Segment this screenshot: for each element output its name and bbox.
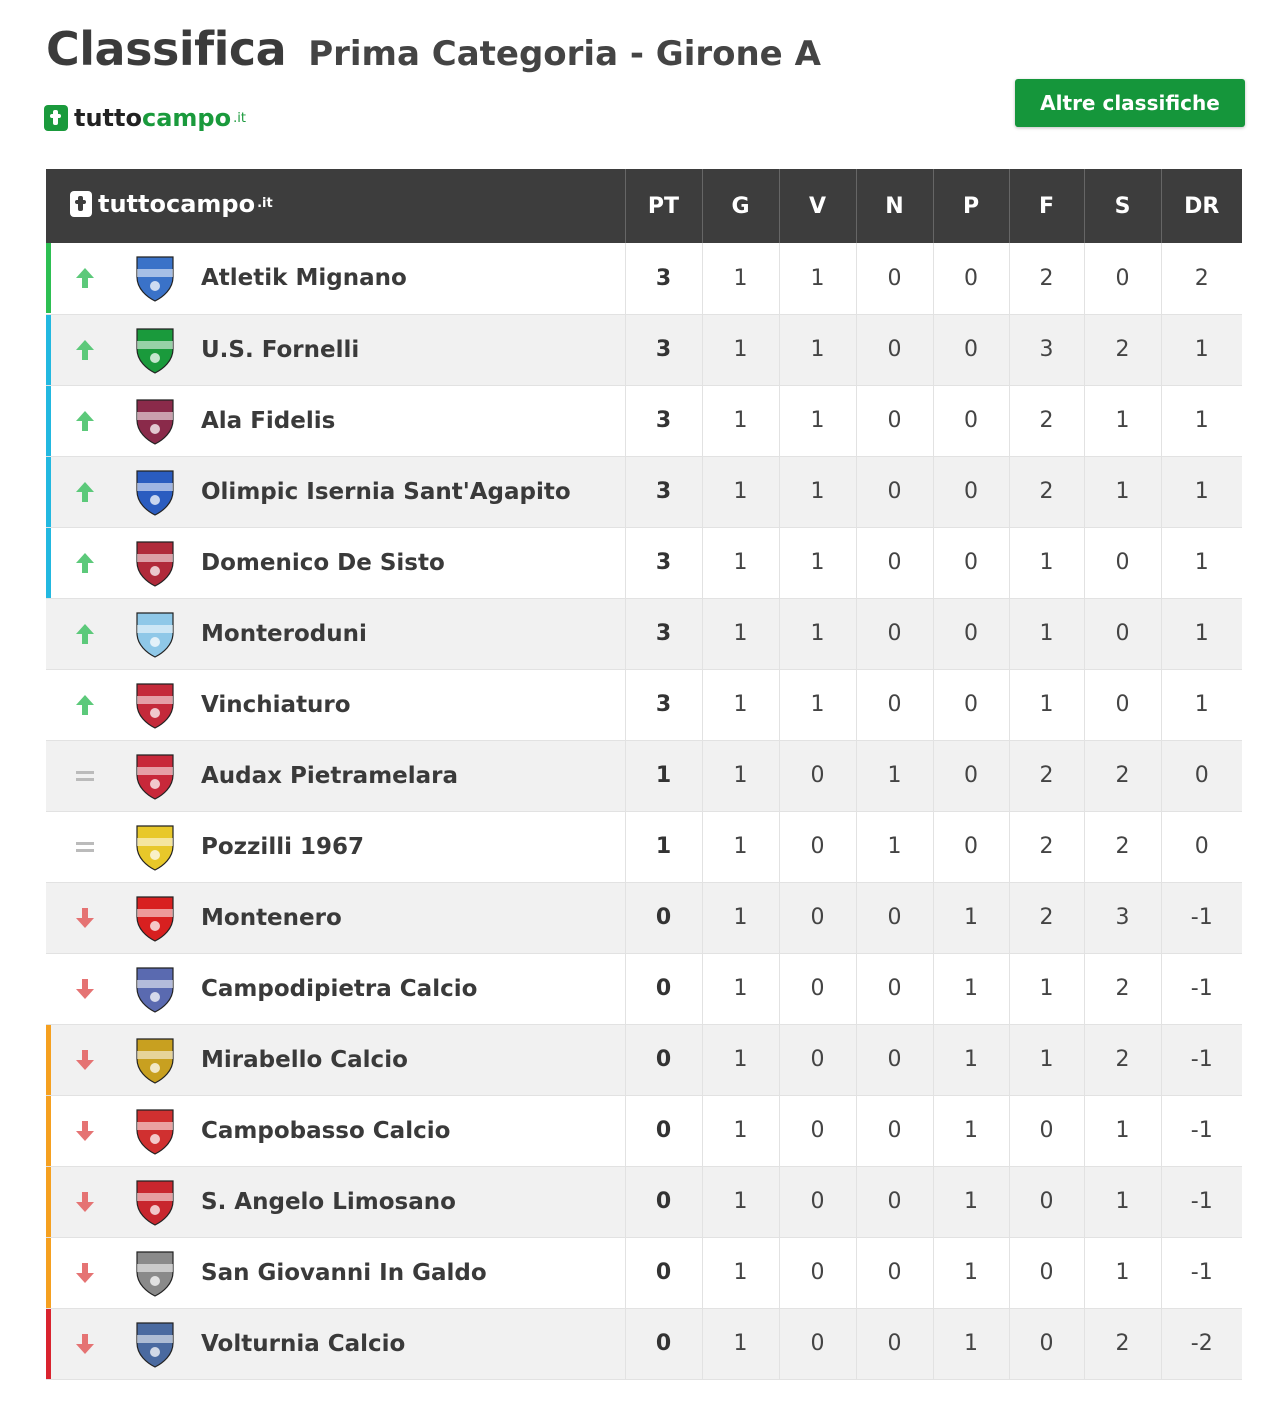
- tuttocampo-mark-icon: [70, 191, 92, 217]
- trend-equal-icon: [51, 764, 119, 788]
- team-crest-icon[interactable]: [127, 1106, 183, 1156]
- stat-pt: 1: [625, 811, 702, 882]
- team-cell-inner: [46, 1309, 625, 1379]
- trend-down-icon: [51, 1119, 119, 1143]
- trend-up-icon: [51, 409, 119, 433]
- stat-p: 0: [933, 740, 1009, 811]
- stat-pt: 1: [625, 740, 702, 811]
- stat-f: 0: [1009, 1166, 1084, 1237]
- stat-pt: 0: [625, 1024, 702, 1095]
- team-crest-icon[interactable]: [127, 964, 183, 1014]
- stat-pt: 3: [625, 385, 702, 456]
- team-cell: [46, 740, 625, 811]
- stat-pt: 3: [625, 243, 702, 314]
- team-name-link[interactable]: Campobasso Calcio: [201, 1117, 451, 1144]
- team-name-link[interactable]: Olimpic Isernia Sant'Agapito: [201, 478, 571, 505]
- table-brand-it: .it: [257, 196, 273, 211]
- stat-g: 1: [702, 1237, 779, 1308]
- team-crest-icon[interactable]: [127, 1035, 183, 1085]
- stat-v: 1: [779, 527, 856, 598]
- stat-dr: 0: [1161, 811, 1242, 882]
- stat-f: 0: [1009, 1095, 1084, 1166]
- stat-g: 1: [702, 385, 779, 456]
- team-name-link[interactable]: Campodipietra Calcio: [201, 975, 478, 1002]
- stat-pt: 0: [625, 882, 702, 953]
- stat-v: 0: [779, 740, 856, 811]
- stat-g: 1: [702, 527, 779, 598]
- stat-s: 2: [1084, 1308, 1161, 1379]
- team-cell: [46, 598, 625, 669]
- stat-dr: -1: [1161, 882, 1242, 953]
- tuttocampo-logo[interactable]: [44, 104, 246, 132]
- stat-dr: 1: [1161, 456, 1242, 527]
- stat-g: 1: [702, 882, 779, 953]
- stat-p: 0: [933, 669, 1009, 740]
- column-header-pt[interactable]: PT: [625, 169, 702, 243]
- brand-campo: campo: [142, 104, 232, 132]
- stat-dr: -2: [1161, 1308, 1242, 1379]
- stat-s: 0: [1084, 527, 1161, 598]
- team-cell: [46, 1166, 625, 1237]
- team-name-link[interactable]: Vinchiaturo: [201, 691, 351, 718]
- stat-p: 0: [933, 811, 1009, 882]
- page-subtitle: Prima Categoria - Girone A: [308, 34, 821, 74]
- team-crest-icon[interactable]: [127, 325, 183, 375]
- team-name-link[interactable]: Pozzilli 1967: [201, 833, 364, 860]
- stat-pt: 3: [625, 456, 702, 527]
- team-name-link[interactable]: Ala Fidelis: [201, 407, 336, 434]
- team-crest-icon[interactable]: [127, 538, 183, 588]
- stat-f: 1: [1009, 527, 1084, 598]
- stat-f: 1: [1009, 669, 1084, 740]
- stat-p: 0: [933, 243, 1009, 314]
- team-crest-icon[interactable]: [127, 1319, 183, 1369]
- stat-v: 1: [779, 243, 856, 314]
- trend-up-icon: [51, 693, 119, 717]
- stat-f: 1: [1009, 1024, 1084, 1095]
- stat-g: 1: [702, 598, 779, 669]
- stat-dr: 2: [1161, 243, 1242, 314]
- stat-n: 0: [856, 882, 933, 953]
- team-cell-inner: [46, 741, 625, 811]
- stat-s: 1: [1084, 1237, 1161, 1308]
- stat-s: 2: [1084, 740, 1161, 811]
- table-brand-header: [46, 169, 625, 243]
- trend-down-icon: [51, 1332, 119, 1356]
- brand-wordmark: [74, 104, 231, 132]
- stat-pt: 0: [625, 1237, 702, 1308]
- stat-f: 1: [1009, 953, 1084, 1024]
- team-cell: [46, 456, 625, 527]
- stat-g: 1: [702, 314, 779, 385]
- team-name-link[interactable]: Mirabello Calcio: [201, 1046, 408, 1073]
- table-row[interactable]: [46, 385, 1242, 456]
- stat-f: 3: [1009, 314, 1084, 385]
- stat-v: 1: [779, 314, 856, 385]
- stat-n: 1: [856, 740, 933, 811]
- stat-dr: -1: [1161, 1024, 1242, 1095]
- stat-f: 2: [1009, 385, 1084, 456]
- team-cell: [46, 385, 625, 456]
- team-name-link[interactable]: U.S. Fornelli: [201, 336, 360, 363]
- table-row[interactable]: [46, 953, 1242, 1024]
- stat-n: 0: [856, 953, 933, 1024]
- stat-n: 0: [856, 314, 933, 385]
- stat-v: 0: [779, 811, 856, 882]
- stat-v: 0: [779, 882, 856, 953]
- team-cell: [46, 1095, 625, 1166]
- stat-p: 0: [933, 598, 1009, 669]
- table-row[interactable]: [46, 811, 1242, 882]
- stat-v: 1: [779, 385, 856, 456]
- trend-up-icon: [51, 266, 119, 290]
- stat-v: 1: [779, 456, 856, 527]
- stat-p: 1: [933, 1237, 1009, 1308]
- stat-g: 1: [702, 456, 779, 527]
- team-name-link[interactable]: Montenero: [201, 904, 342, 931]
- table-row[interactable]: [46, 882, 1242, 953]
- team-crest-icon[interactable]: [127, 751, 183, 801]
- team-name-link[interactable]: San Giovanni In Galdo: [201, 1259, 487, 1286]
- trend-up-icon: [51, 338, 119, 362]
- team-crest-icon[interactable]: [127, 822, 183, 872]
- stat-s: 1: [1084, 1166, 1161, 1237]
- standings-header-row: [46, 169, 1242, 243]
- team-crest-icon[interactable]: [127, 1248, 183, 1298]
- stat-p: 1: [933, 1166, 1009, 1237]
- brand-tutto: tutto: [74, 104, 142, 132]
- team-cell: [46, 1237, 625, 1308]
- team-name-link[interactable]: Domenico De Sisto: [201, 549, 445, 576]
- team-cell: [46, 811, 625, 882]
- standings-body: [46, 243, 1242, 1379]
- trend-down-icon: [51, 977, 119, 1001]
- table-row[interactable]: [46, 598, 1242, 669]
- column-header-g[interactable]: G: [702, 169, 779, 243]
- stat-n: 0: [856, 1308, 933, 1379]
- stat-pt: 0: [625, 1095, 702, 1166]
- stat-p: 1: [933, 1024, 1009, 1095]
- team-cell: [46, 1024, 625, 1095]
- trend-up-icon: [51, 622, 119, 646]
- stat-pt: 3: [625, 314, 702, 385]
- team-cell: [46, 953, 625, 1024]
- stat-p: 0: [933, 385, 1009, 456]
- stat-v: 0: [779, 1166, 856, 1237]
- stat-f: 0: [1009, 1237, 1084, 1308]
- stat-pt: 0: [625, 1308, 702, 1379]
- team-crest-icon[interactable]: [127, 1177, 183, 1227]
- stat-v: 0: [779, 1095, 856, 1166]
- column-header-s[interactable]: S: [1084, 169, 1161, 243]
- stat-pt: 0: [625, 1166, 702, 1237]
- stat-pt: 0: [625, 953, 702, 1024]
- team-cell-inner: [46, 1025, 625, 1095]
- team-cell-inner: [46, 386, 625, 456]
- team-cell-inner: [46, 457, 625, 527]
- table-row[interactable]: [46, 243, 1242, 314]
- stat-f: 2: [1009, 740, 1084, 811]
- team-crest-icon[interactable]: [127, 680, 183, 730]
- stat-dr: 1: [1161, 527, 1242, 598]
- table-row[interactable]: [46, 1095, 1242, 1166]
- stat-f: 0: [1009, 1308, 1084, 1379]
- stat-n: 0: [856, 1166, 933, 1237]
- stat-g: 1: [702, 1095, 779, 1166]
- stat-n: 0: [856, 1095, 933, 1166]
- column-header-f[interactable]: F: [1009, 169, 1084, 243]
- stat-v: 1: [779, 669, 856, 740]
- trend-down-icon: [51, 1261, 119, 1285]
- stat-g: 1: [702, 669, 779, 740]
- standings-table: [46, 169, 1242, 1380]
- stat-g: 1: [702, 1024, 779, 1095]
- trend-down-icon: [51, 1190, 119, 1214]
- stat-dr: 0: [1161, 740, 1242, 811]
- stat-n: 0: [856, 243, 933, 314]
- stat-s: 3: [1084, 882, 1161, 953]
- table-row[interactable]: [46, 456, 1242, 527]
- column-header-v[interactable]: V: [779, 169, 856, 243]
- stat-v: 0: [779, 1024, 856, 1095]
- team-crest-icon[interactable]: [127, 609, 183, 659]
- table-brand-label: tuttocampo: [98, 189, 256, 218]
- stat-v: 0: [779, 953, 856, 1024]
- stat-n: 0: [856, 598, 933, 669]
- team-cell-inner: [46, 1096, 625, 1166]
- stat-dr: -1: [1161, 1095, 1242, 1166]
- team-cell: [46, 314, 625, 385]
- team-cell-inner: [46, 528, 625, 598]
- brand-it: .it: [233, 110, 246, 126]
- column-header-dr[interactable]: DR: [1161, 169, 1242, 243]
- stat-p: 1: [933, 953, 1009, 1024]
- stat-n: 0: [856, 456, 933, 527]
- stat-pt: 3: [625, 598, 702, 669]
- stat-pt: 3: [625, 669, 702, 740]
- stat-v: 0: [779, 1237, 856, 1308]
- stat-dr: 1: [1161, 385, 1242, 456]
- stat-f: 1: [1009, 598, 1084, 669]
- trend-up-icon: [51, 551, 119, 575]
- stat-f: 2: [1009, 882, 1084, 953]
- stat-n: 0: [856, 1237, 933, 1308]
- stat-pt: 3: [625, 527, 702, 598]
- stat-n: 0: [856, 1024, 933, 1095]
- stat-s: 1: [1084, 1095, 1161, 1166]
- table-row[interactable]: [46, 1237, 1242, 1308]
- stat-s: 0: [1084, 598, 1161, 669]
- team-crest-icon[interactable]: [127, 396, 183, 446]
- table-row[interactable]: [46, 1024, 1242, 1095]
- stat-f: 2: [1009, 456, 1084, 527]
- team-name-link[interactable]: Audax Pietramelara: [201, 762, 459, 789]
- team-cell: [46, 669, 625, 740]
- stat-dr: -1: [1161, 1166, 1242, 1237]
- table-row[interactable]: [46, 1308, 1242, 1379]
- team-name-link[interactable]: S. Angelo Limosano: [201, 1188, 456, 1215]
- stat-s: 2: [1084, 953, 1161, 1024]
- team-cell: [46, 527, 625, 598]
- column-header-p[interactable]: P: [933, 169, 1009, 243]
- stat-v: 1: [779, 598, 856, 669]
- team-cell-inner: [46, 1167, 625, 1237]
- stat-f: 2: [1009, 811, 1084, 882]
- stat-g: 1: [702, 953, 779, 1024]
- stat-s: 2: [1084, 811, 1161, 882]
- stat-p: 0: [933, 527, 1009, 598]
- team-cell-inner: [46, 315, 625, 385]
- team-cell: [46, 882, 625, 953]
- stat-n: 1: [856, 811, 933, 882]
- team-name-link[interactable]: Atletik Mignano: [201, 265, 407, 292]
- team-cell-inner: [46, 883, 625, 953]
- table-row[interactable]: [46, 314, 1242, 385]
- stat-p: 1: [933, 882, 1009, 953]
- stat-g: 1: [702, 243, 779, 314]
- team-cell: [46, 1308, 625, 1379]
- team-cell-inner: [46, 243, 625, 313]
- team-cell: [46, 243, 625, 314]
- stat-g: 1: [702, 1308, 779, 1379]
- team-crest-icon[interactable]: [127, 467, 183, 517]
- stat-dr: 1: [1161, 669, 1242, 740]
- table-row[interactable]: [46, 740, 1242, 811]
- stat-v: 0: [779, 1308, 856, 1379]
- trend-down-icon: [51, 906, 119, 930]
- stat-n: 0: [856, 669, 933, 740]
- stat-dr: -1: [1161, 953, 1242, 1024]
- trend-down-icon: [51, 1048, 119, 1072]
- column-header-n[interactable]: N: [856, 169, 933, 243]
- stat-dr: 1: [1161, 598, 1242, 669]
- stat-dr: -1: [1161, 1237, 1242, 1308]
- team-name-link[interactable]: Monteroduni: [201, 620, 367, 647]
- team-cell-inner: [46, 670, 625, 740]
- stat-dr: 1: [1161, 314, 1242, 385]
- team-cell-inner: [46, 1238, 625, 1308]
- stat-g: 1: [702, 1166, 779, 1237]
- stat-f: 2: [1009, 243, 1084, 314]
- trend-equal-icon: [51, 835, 119, 859]
- team-name-link[interactable]: Volturnia Calcio: [201, 1330, 406, 1357]
- stat-g: 1: [702, 811, 779, 882]
- tuttocampo-mark-icon: [44, 105, 68, 131]
- team-cell-inner: [46, 812, 625, 882]
- team-cell-inner: [46, 954, 625, 1024]
- stat-s: 0: [1084, 669, 1161, 740]
- stat-p: 1: [933, 1095, 1009, 1166]
- table-row[interactable]: [46, 1166, 1242, 1237]
- page-title: Classifica: [46, 22, 287, 76]
- stat-s: 0: [1084, 243, 1161, 314]
- stat-s: 2: [1084, 314, 1161, 385]
- altre-classifiche-button[interactable]: Altre classifiche: [1015, 79, 1245, 127]
- trend-up-icon: [51, 480, 119, 504]
- page-header: [46, 22, 821, 76]
- team-cell-inner: [46, 599, 625, 669]
- stat-s: 2: [1084, 1024, 1161, 1095]
- stat-n: 0: [856, 527, 933, 598]
- team-crest-icon[interactable]: [127, 253, 183, 303]
- stat-p: 1: [933, 1308, 1009, 1379]
- stat-g: 1: [702, 740, 779, 811]
- stat-p: 0: [933, 314, 1009, 385]
- stat-n: 0: [856, 385, 933, 456]
- stat-s: 1: [1084, 456, 1161, 527]
- table-row[interactable]: [46, 669, 1242, 740]
- team-crest-icon[interactable]: [127, 893, 183, 943]
- table-row[interactable]: [46, 527, 1242, 598]
- stat-s: 1: [1084, 385, 1161, 456]
- stat-p: 0: [933, 456, 1009, 527]
